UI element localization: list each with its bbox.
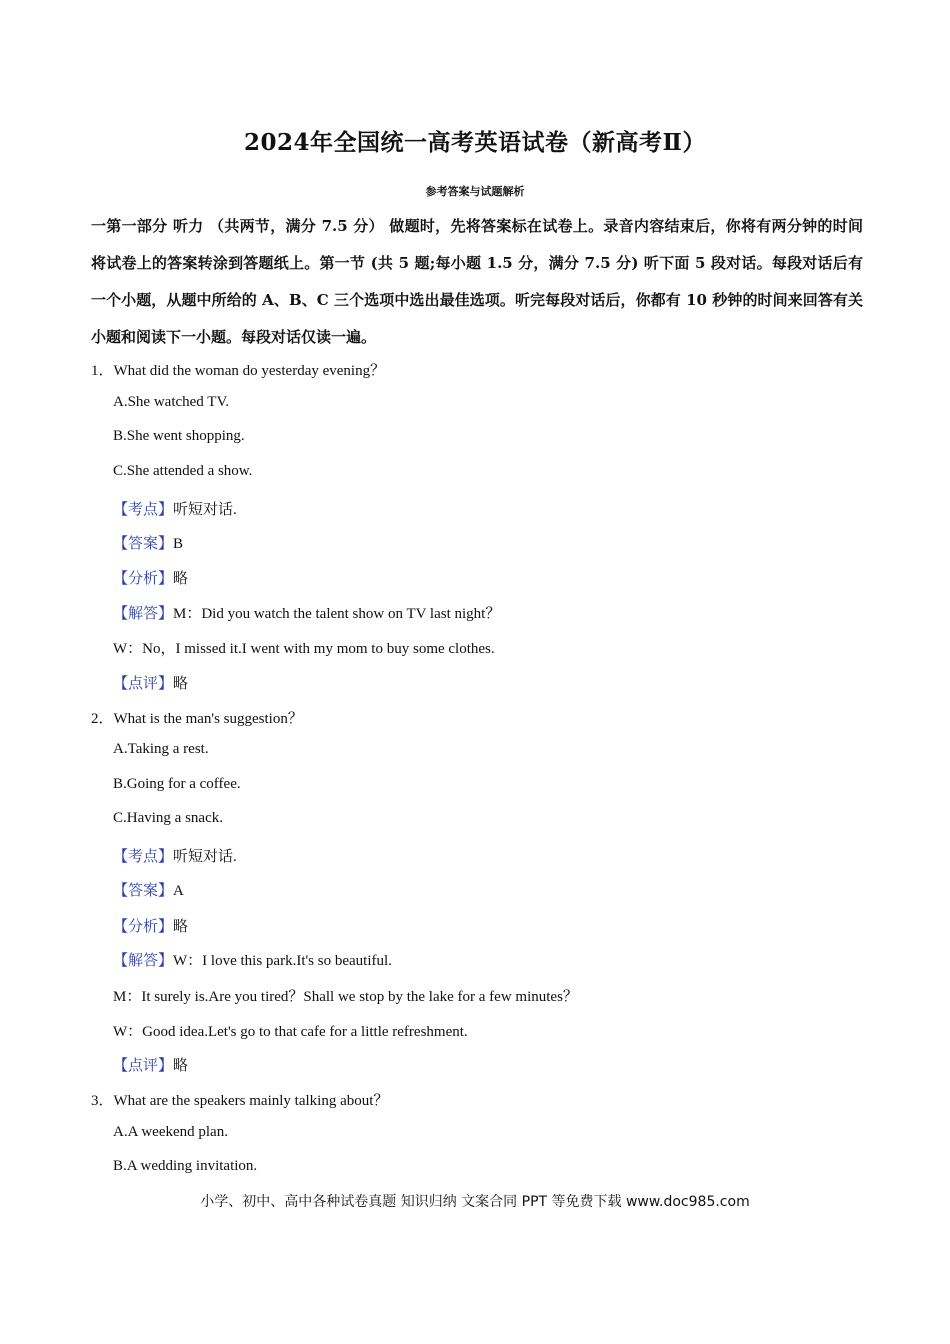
question-1: 1．What did the woman do yesterday evening？	[91, 363, 386, 379]
q2-comment-text: 略	[173, 1058, 189, 1074]
q2-analysis	[113, 915, 188, 936]
q1-answer	[113, 532, 183, 553]
q2-option-a: A.Taking a rest.	[113, 741, 209, 757]
question-3: 3．What are the speakers mainly talking about？	[91, 1093, 389, 1109]
q2-dialogue-line-3: W：Good idea.Let's go to that cafe for a little refreshment.	[113, 1024, 468, 1040]
analysis-tag: 【分析】	[113, 571, 174, 587]
q1-solution	[113, 602, 500, 623]
question-2: 2．What is the man's suggestion？	[91, 711, 303, 727]
q1-option-a: A.She watched TV.	[113, 394, 230, 410]
q2-option-b: B.Going for a coffee.	[113, 776, 241, 792]
q1-comment	[113, 672, 188, 693]
page-footer: 小学、初中、高中各种试卷真题 知识归纳 文案合同 PPT 等免费下载 www.doc985.com	[200, 1194, 750, 1210]
q1-analysis-text: 略	[173, 571, 189, 587]
q1-dialogue-line: W：No，I missed it.I went with my mom to buy some clothes.	[113, 641, 495, 657]
solution-tag: 【解答】	[113, 606, 174, 622]
answer-tag: 【答案】	[113, 883, 174, 899]
q2-solution	[113, 949, 392, 970]
q2-dialogue-line-2: M：It surely is.Are you tired？Shall we stop by the lake for a few minutes？	[113, 989, 578, 1005]
q1-comment-text: 略	[173, 676, 189, 692]
kaodian-tag: 【考点】	[113, 849, 174, 865]
q1-kaodian	[113, 498, 237, 519]
q1-option-b: B.She went shopping.	[113, 428, 245, 444]
page-title: 2024年全国统一高考英语试卷（新高考Ⅱ）	[244, 129, 706, 156]
q2-kaodian-text: 听短对话.	[173, 849, 237, 865]
q1-kaodian-text: 听短对话.	[173, 502, 237, 518]
solution-tag: 【解答】	[113, 953, 174, 969]
instructions-paragraph: 一第一部分 听力 （共两节，满分 7.5 分） 做题时，先将答案标在试卷上。录音内容结束后，你将有两分钟的时间将试卷上的答案转涂到答题纸上。第一节 (共 5 题;每小题 1.5 分，满分 7.5 分) 听下面 5 段对话。每段对话后有一个小题，从题中所给的 A、B、C 三个选项中选出最佳选项。听完每段对话后，你都有 10 秒钟的时间来回答有关小题和阅读下一小题。每段对话仅读一遍。	[91, 217, 863, 346]
q2-answer	[113, 879, 184, 900]
q1-solution-text: M：Did you watch the talent show on TV last night？	[173, 606, 501, 622]
q2-option-c: C.Having a snack.	[113, 810, 223, 826]
q2-analysis-text: 略	[173, 919, 189, 935]
q1-analysis	[113, 567, 188, 588]
comment-tag: 【点评】	[113, 676, 174, 692]
kaodian-tag: 【考点】	[113, 502, 174, 518]
comment-tag: 【点评】	[113, 1058, 174, 1074]
analysis-tag: 【分析】	[113, 919, 174, 935]
q2-answer-text: A	[173, 883, 184, 899]
q3-option-b: B.A wedding invitation.	[113, 1158, 258, 1174]
q3-option-a: A.A weekend plan.	[113, 1124, 228, 1140]
answer-tag: 【答案】	[113, 536, 174, 552]
q2-kaodian	[113, 845, 237, 866]
q1-option-c: C.She attended a show.	[113, 463, 253, 479]
page-subtitle: 参考答案与试题解析	[425, 185, 525, 198]
q1-answer-text: B	[173, 536, 184, 552]
q2-comment	[113, 1054, 188, 1075]
q2-solution-text: W：I love this park.It's so beautiful.	[173, 953, 392, 969]
